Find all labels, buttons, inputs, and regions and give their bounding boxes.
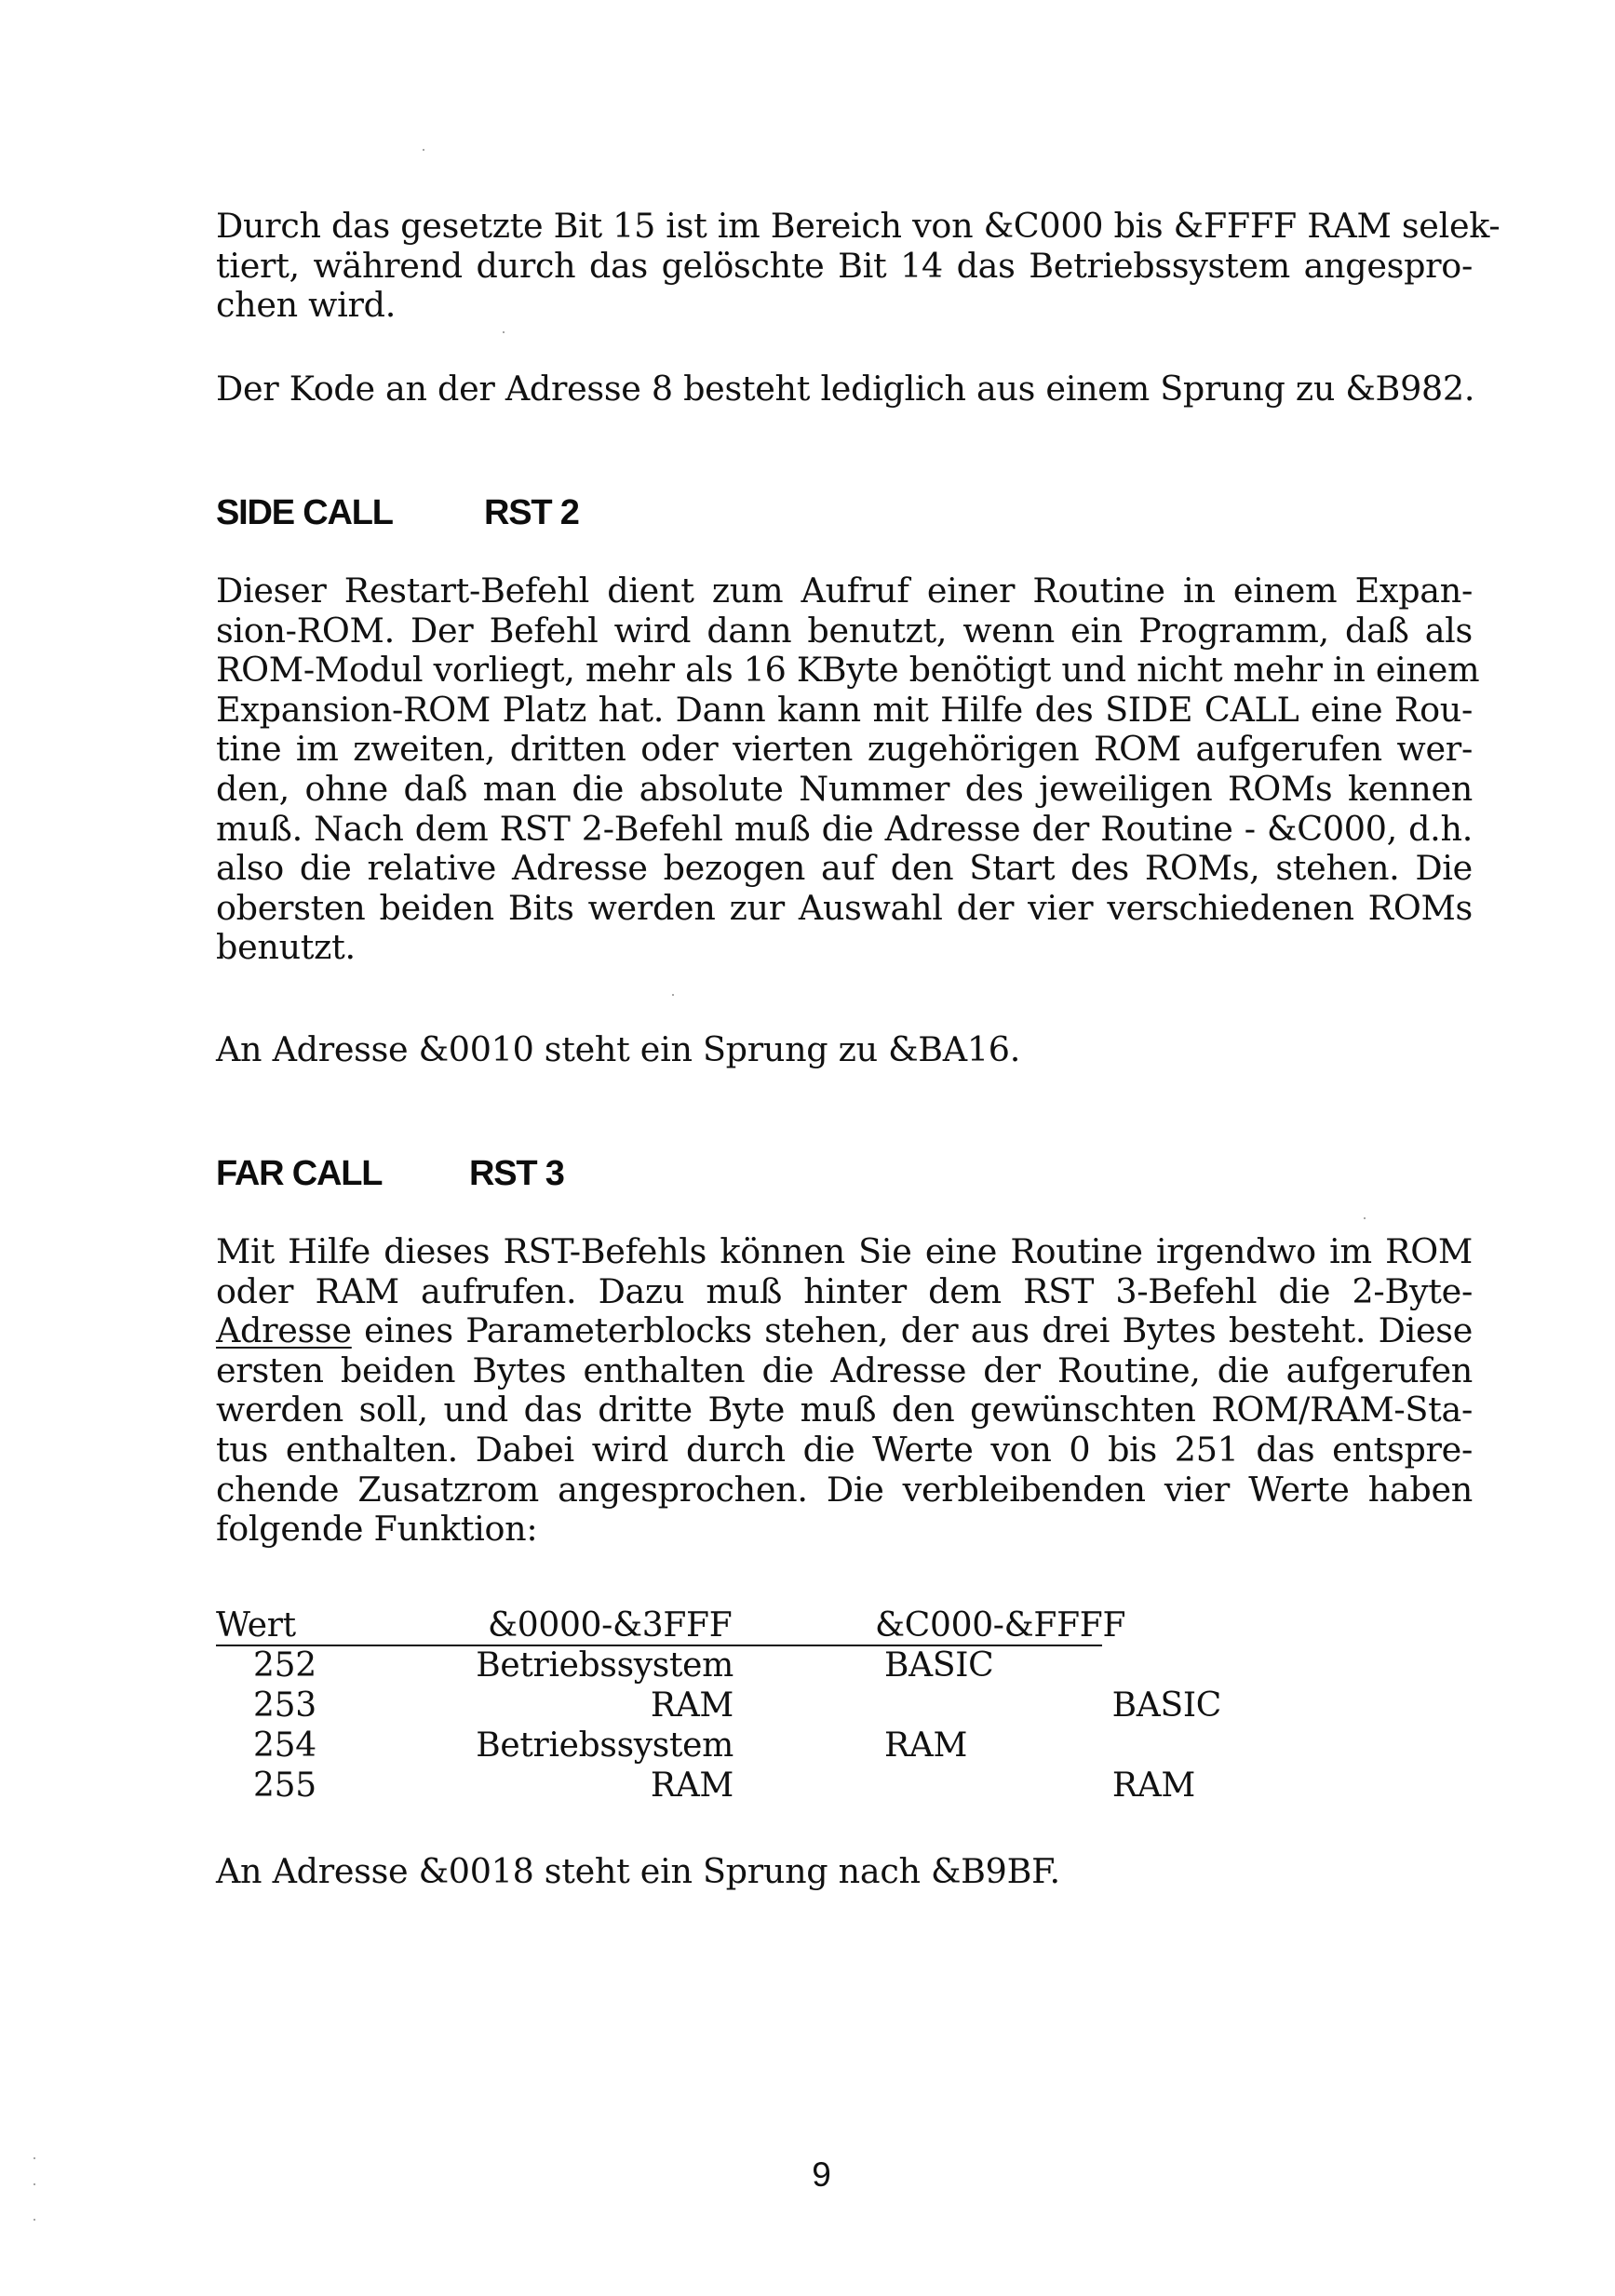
heading-subtitle: RST 2 <box>484 493 579 532</box>
text-line: tine im zweiten, dritten oder vierten zugehörigen ROM aufgerufen wer- <box>216 729 1473 770</box>
text-line: den, ohne daß man die absolute Nummer des jeweiligen ROMs kennen <box>216 768 1473 809</box>
text-line: Dieser Restart-Befehl dient zum Aufruf einer Routine in einem Expan- <box>216 571 1473 611</box>
heading-side-call <box>216 493 579 533</box>
table-cell-wert: 254 <box>253 1726 316 1765</box>
text-line: folgende Funktion: <box>216 1509 538 1550</box>
paragraph-side-call <box>216 571 1480 968</box>
text-line: werden soll, und das dritte Byte muß den gewünschten ROM/RAM-Sta- <box>216 1390 1473 1430</box>
text-line: benutzt. <box>216 927 356 968</box>
text-line: An Adresse &0018 steht ein Sprung nach &B9BF. <box>216 1851 1060 1891</box>
table-cell-high: RAM <box>1111 1766 1195 1805</box>
table-cell-low: RAM <box>650 1686 733 1725</box>
text-line: sion-ROM. Der Befehl wird dann benutzt, wenn ein Programm, daß als <box>216 610 1473 651</box>
text-line: Mit Hilfe dieses RST-Befehls können Sie eine Routine irgendwo im ROM <box>216 1231 1473 1271</box>
text-line: also die relative Adresse bezogen auf den Start des ROMs, stehen. Die <box>216 848 1473 889</box>
underlined-word: Adresse <box>216 1310 352 1351</box>
text-line: tus enthalten. Dabei wird durch die Werte von 0 bis 251 das entspre- <box>216 1429 1473 1470</box>
text-line: chen wird. <box>216 285 396 326</box>
table-header-high-range: &C000-&FFFF <box>875 1606 1126 1645</box>
heading-subtitle: RST 3 <box>469 1154 564 1193</box>
table-cell-wert: 252 <box>253 1646 316 1685</box>
scan-speck <box>423 149 424 151</box>
table-cell-low: Betriebssystem <box>476 1726 733 1765</box>
heading-title: FAR CALL <box>216 1154 383 1193</box>
heading-title: SIDE CALL <box>216 493 393 532</box>
text-line: muß. Nach dem RST 2-Befehl muß die Adresse der Routine - &C000, d.h. <box>216 808 1473 849</box>
paragraph-address-0018 <box>216 1852 1473 1892</box>
text-line <box>216 1311 1473 1351</box>
paragraph-far-call <box>216 1232 1473 1550</box>
table-header-low-range: &0000-&3FFF <box>488 1606 733 1645</box>
text-line: Expansion-ROM Platz hat. Dann kann mit Hilfe des SIDE CALL eine Rou- <box>216 689 1473 730</box>
table-cell-high: RAM <box>884 1726 968 1765</box>
text-line: chende Zusatzrom angesprochen. Die verbleibenden vier Werte haben <box>216 1469 1473 1510</box>
scan-speck <box>34 2219 35 2221</box>
text-line: ersten beiden Bytes enthalten die Adresse der Routine, die aufgerufen <box>216 1349 1473 1390</box>
table-cell-wert: 255 <box>253 1766 316 1805</box>
scan-speck <box>1364 1217 1366 1219</box>
text-line: obersten beiden Bits werden zur Auswahl der vier verschiedenen ROMs <box>216 887 1473 928</box>
paragraph-address-0010 <box>216 1030 1473 1070</box>
paragraph-bit15 <box>216 206 1501 326</box>
scan-speck <box>672 994 674 996</box>
text-line: Durch das gesetzte Bit 15 ist im Bereich von &C000 bis &FFFF RAM selek- <box>216 206 1501 246</box>
table-header-wert: Wert <box>216 1606 296 1645</box>
table-cell-high: BASIC <box>884 1646 994 1685</box>
table-cell-low: RAM <box>650 1766 733 1805</box>
text-fragment: eines Parameterblocks stehen, der aus drei Bytes besteht. Diese <box>351 1310 1473 1351</box>
table-cell-high: BASIC <box>1111 1686 1221 1725</box>
page-number: 9 <box>812 2155 831 2194</box>
text-line: An Adresse &0010 steht ein Sprung zu &BA16. <box>216 1029 1021 1069</box>
paragraph-address-8 <box>216 369 1473 410</box>
scan-speck <box>34 2157 35 2159</box>
scan-speck <box>34 2183 35 2185</box>
text-line: ROM-Modul vorliegt, mehr als 16 KByte benötigt und nicht mehr in einem <box>216 650 1480 691</box>
table-cell-wert: 253 <box>253 1686 316 1725</box>
text-line: Der Kode an der Adresse 8 besteht lediglich aus einem Sprung zu &B982. <box>216 369 1475 409</box>
table-cell-low: Betriebssystem <box>476 1646 733 1685</box>
scan-speck <box>503 331 505 333</box>
text-line: oder RAM aufrufen. Dazu muß hinter dem RST 3-Befehl die 2-Byte- <box>216 1270 1473 1311</box>
text-line: tiert, während durch das gelöschte Bit 14 das Betriebssystem angespro- <box>216 245 1473 286</box>
heading-far-call <box>216 1154 564 1194</box>
